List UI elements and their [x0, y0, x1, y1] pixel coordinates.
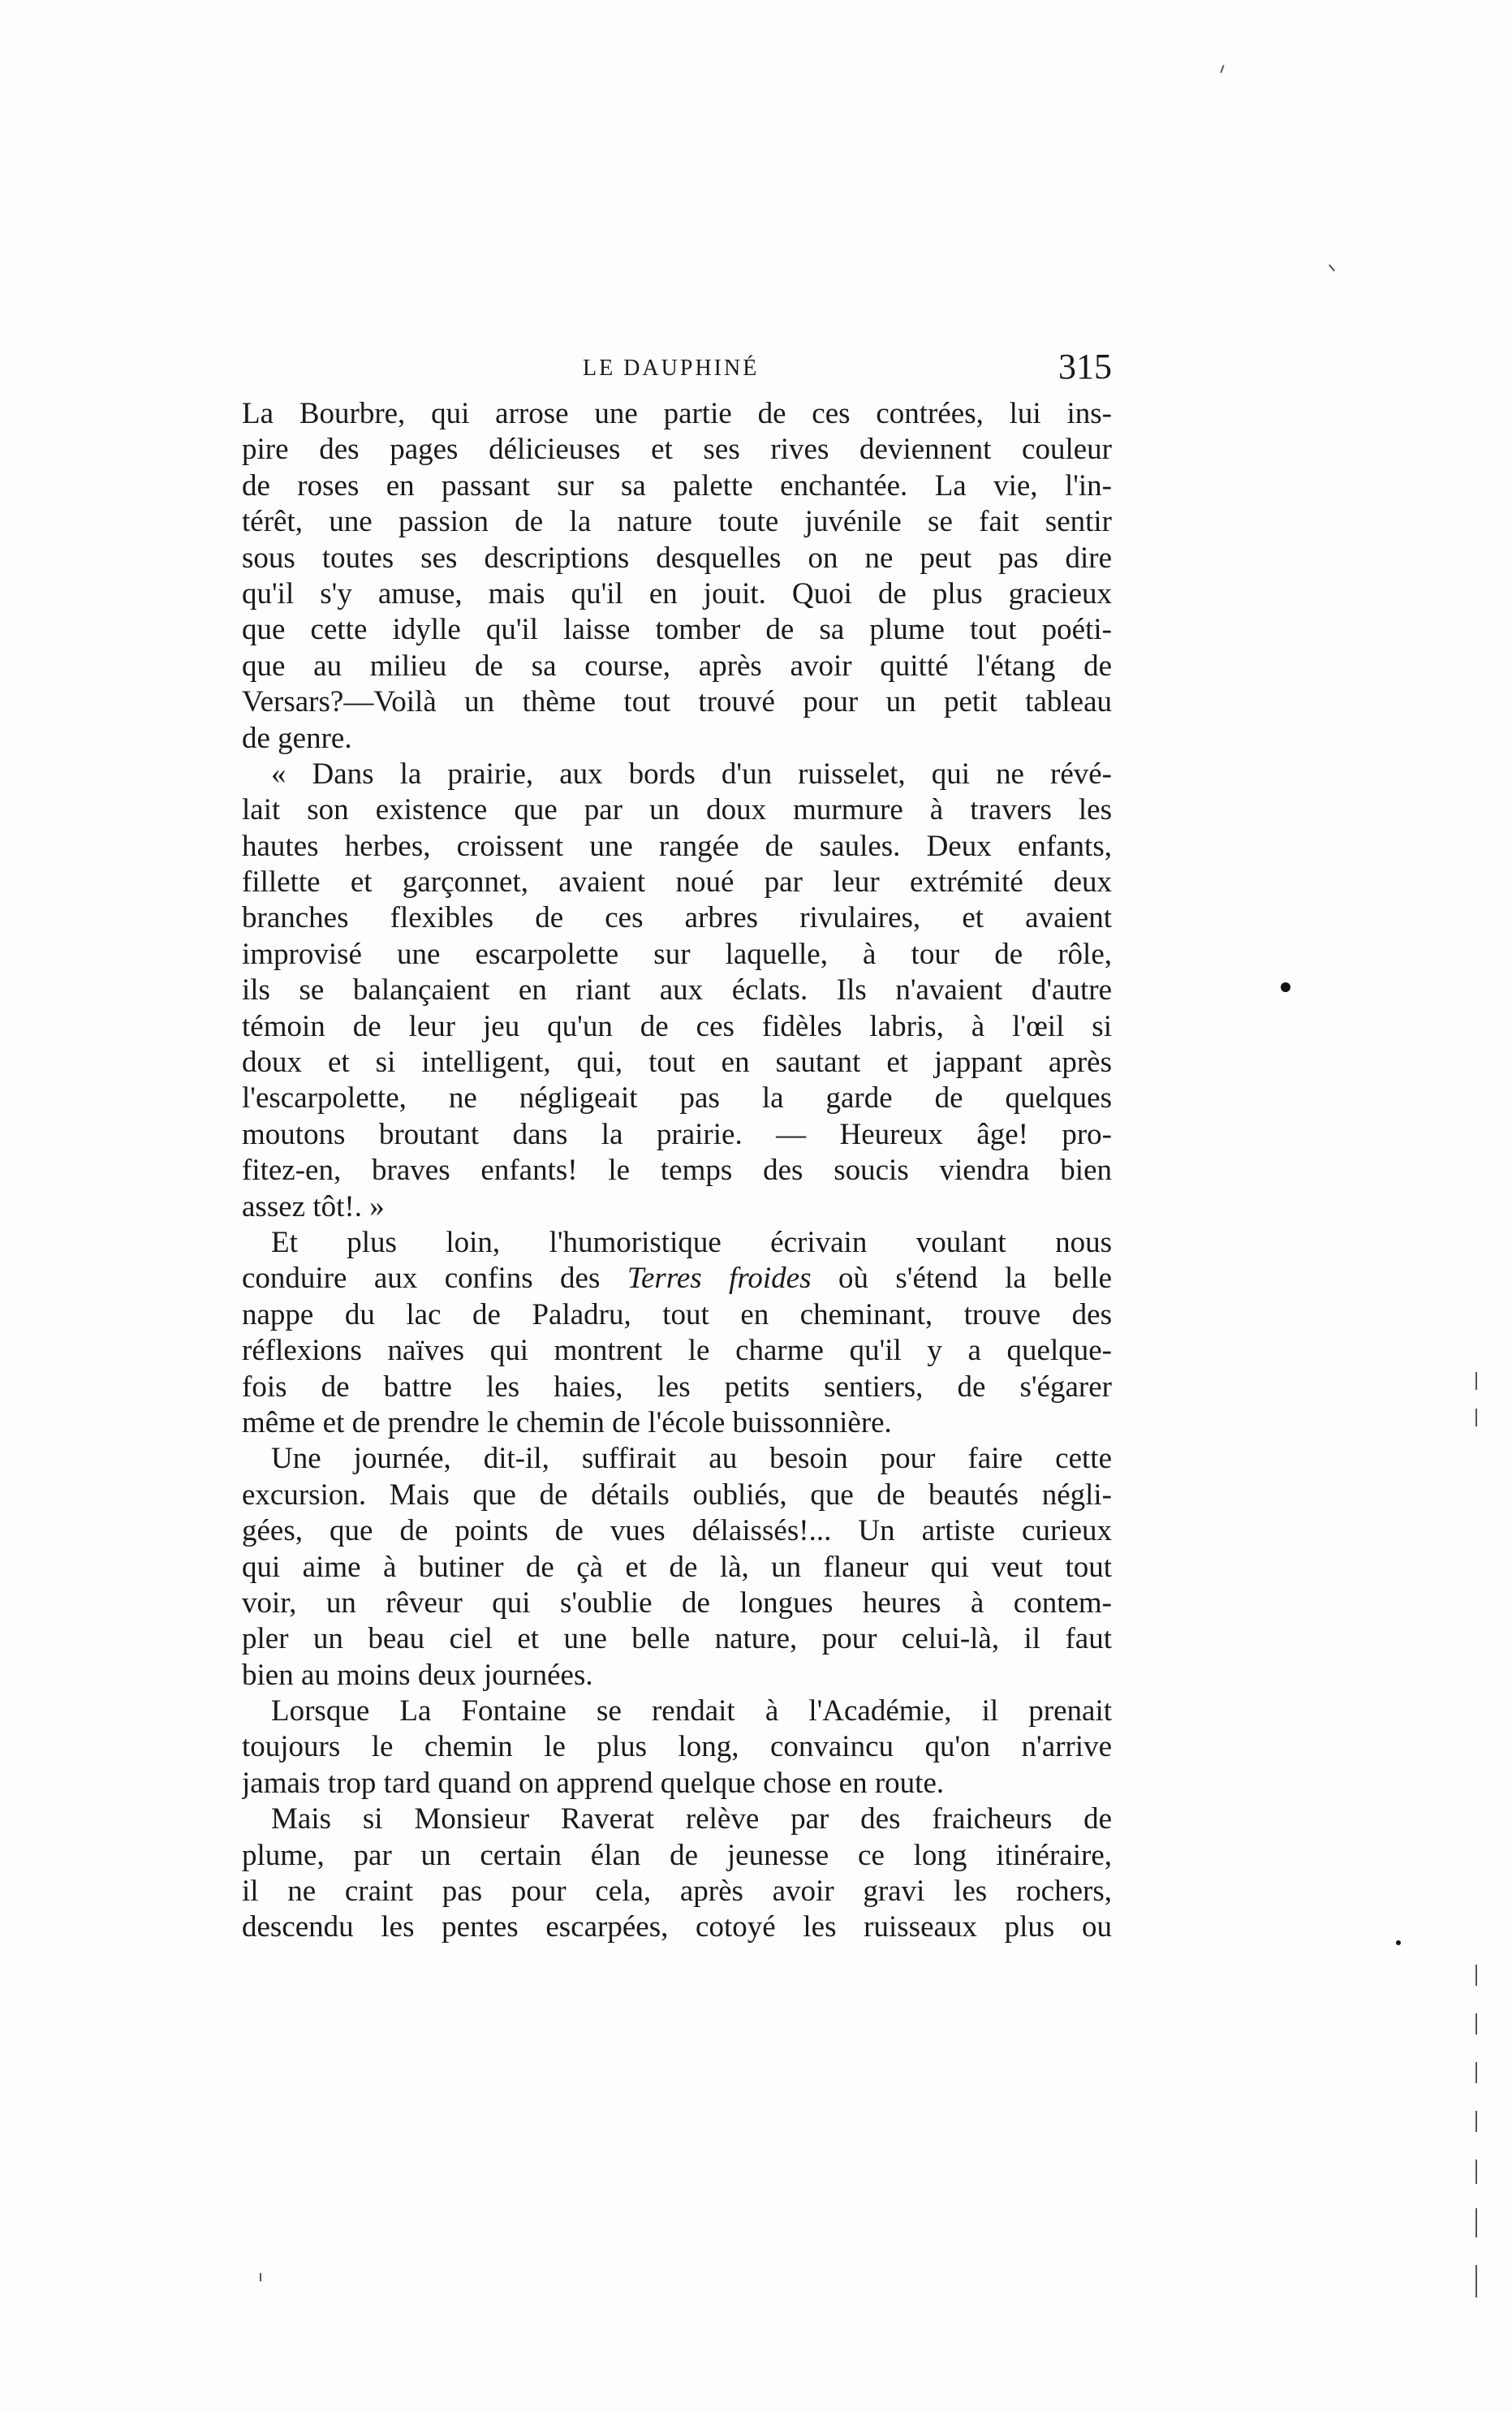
- margin-tick-mark: [1475, 1965, 1477, 1986]
- text-line: assez tôt!. »: [242, 1189, 385, 1223]
- margin-tick-mark: [1475, 2013, 1477, 2034]
- text-line: descendu les pentes escarpées, cotoyé les ruisseaux plus ou: [242, 1910, 1112, 1944]
- text-line: fitez-en, braves enfants! le temps des soucis viendra bien: [242, 1154, 1112, 1188]
- text-line: qui aime à butiner de çà et de là, un flaneur qui veut tout: [242, 1550, 1112, 1584]
- text-line: fois de battre les haies, les petits sentiers, de s'égarer: [242, 1370, 1112, 1404]
- text-line: jamais trop tard quand on apprend quelque chose en route.: [242, 1766, 945, 1800]
- text-line: improvisé une escarpolette sur laquelle, à tour de rôle,: [242, 937, 1112, 971]
- margin-tick-mark: [1220, 65, 1224, 73]
- running-title: LE DAUPHINÉ: [583, 356, 760, 381]
- text-line: l'escarpolette, ne négligeait pas la garde de quelques: [242, 1081, 1112, 1115]
- margin-tick-mark: [1329, 265, 1335, 272]
- margin-tick-mark: [1475, 2111, 1477, 2132]
- margin-tick-mark: [1475, 1409, 1477, 1426]
- text-line: voir, un rêveur qui s'oublie de longues heures à contem-: [242, 1586, 1112, 1620]
- text-line: [242, 1261, 1112, 1297]
- text-line: térêt, une passion de la nature toute juvénile se fait sentir: [242, 505, 1112, 539]
- margin-tick-mark: [1475, 2208, 1477, 2237]
- running-head: [242, 341, 1112, 390]
- text-line: fillette et garçonnet, avaient noué par leur extrémité deux: [242, 865, 1112, 900]
- text-line: hautes herbes, croissent une rangée de saules. Deux enfants,: [242, 829, 1112, 863]
- text-line: Mais si Monsieur Raverat relève par des fraicheurs de: [271, 1802, 1112, 1836]
- text-line: qu'il s'y amuse, mais qu'il en jouit. Quoi de plus gracieux: [242, 576, 1112, 611]
- text-line: Et plus loin, l'humoristique écrivain voulant nous: [271, 1225, 1112, 1259]
- text-line: Lorsque La Fontaine se rendait à l'Académie, il prenait: [271, 1694, 1112, 1728]
- margin-tick-mark: [1475, 2160, 1477, 2184]
- text-line: Versars?—Voilà un thème tout trouvé pour un petit tableau: [242, 685, 1112, 719]
- text-line: que cette idylle qu'il laisse tomber de sa plume tout poéti-: [242, 613, 1112, 647]
- margin-tick-mark: [1475, 2062, 1477, 2083]
- text-line: moutons broutant dans la prairie. — Heureux âge! pro-: [242, 1117, 1112, 1151]
- margin-tick-mark: [1475, 1372, 1477, 1390]
- text-line: lait son existence que par un doux murmure à travers les: [242, 793, 1112, 827]
- text-line: sous toutes ses descriptions desquelles on ne peut pas dire: [242, 541, 1112, 575]
- text-line: nappe du lac de Paladru, tout en cheminant, trouve des: [242, 1297, 1112, 1331]
- text-line: La Bourbre, qui arrose une partie de ces contrées, lui ins-: [242, 397, 1112, 430]
- text-line: excursion. Mais que de détails oubliés, que de beautés négli-: [242, 1478, 1112, 1512]
- text-line: de roses en passant sur sa palette enchantée. La vie, l'in-: [242, 468, 1112, 503]
- text-line: que au milieu de sa course, après avoir quitté l'étang de: [242, 649, 1112, 683]
- text-line: pler un beau ciel et une belle nature, pour celui-là, il faut: [242, 1622, 1112, 1656]
- italic-place-name: Terres froides: [627, 1262, 812, 1296]
- text-line: gées, que de points de vues délaissés!... Un artiste curieux: [242, 1514, 1112, 1548]
- text-line: plume, par un certain élan de jeunesse ce long itinéraire,: [242, 1838, 1112, 1872]
- body-text: [242, 396, 1112, 1946]
- text-line: toujours le chemin le plus long, convaincu qu'on n'arrive: [242, 1730, 1112, 1764]
- text-line: réflexions naïves qui montrent le charme qu'il y a quelque-: [242, 1334, 1112, 1368]
- text-span: où s'étend la belle: [838, 1262, 1112, 1296]
- ink-blot-mark: [1281, 982, 1290, 992]
- ink-speck-mark: [1396, 1940, 1401, 1945]
- text-line: Une journée, dit-il, suffirait au besoin pour faire cette: [271, 1442, 1112, 1476]
- text-line: il ne craint pas pour cela, après avoir gravi les rochers,: [242, 1875, 1112, 1909]
- text-line: « Dans la prairie, aux bords d'un ruisselet, qui ne révé-: [271, 757, 1112, 791]
- text-line: même et de prendre le chemin de l'école buissonnière.: [242, 1405, 892, 1439]
- text-line: pire des pages délicieuses et ses rives deviennent couleur: [242, 433, 1112, 467]
- text-line: doux et si intelligent, qui, tout en sautant et jappant après: [242, 1046, 1112, 1080]
- text-line: branches flexibles de ces arbres rivulaires, et avaient: [242, 901, 1112, 935]
- text-line: témoin de leur jeu qu'un de ces fidèles labris, à l'œil si: [242, 1009, 1112, 1043]
- text-line: de genre.: [242, 721, 352, 755]
- margin-tick-mark: [260, 2273, 261, 2281]
- text-span: conduire aux confins des: [242, 1262, 601, 1296]
- page-number: 315: [1058, 347, 1112, 386]
- text-line: bien au moins deux journées.: [242, 1658, 593, 1692]
- margin-tick-mark: [1475, 2265, 1477, 2298]
- text-line: ils se balançaient en riant aux éclats. Ils n'avaient d'autre: [242, 973, 1112, 1008]
